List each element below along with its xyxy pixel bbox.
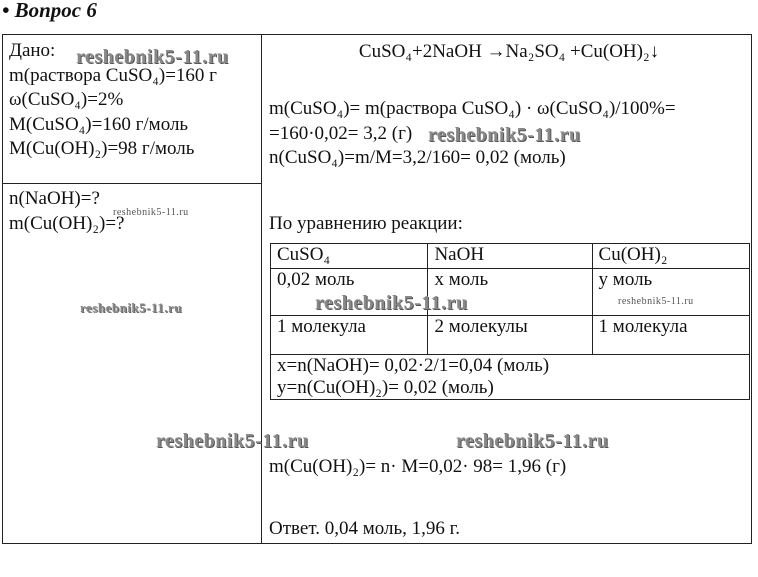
given-molar-mass-cuoh2: M(Cu(OH)₂)=98 г/моль — [9, 138, 195, 159]
given-label: Дано: — [9, 40, 56, 61]
summary-x-line: x=n(NaOH)= 0,02·2/1=0,04 (моль) — [277, 355, 550, 376]
table-row — [271, 355, 750, 400]
table-cell: x моль — [428, 269, 592, 316]
given-find-divider — [3, 183, 261, 184]
watermark: reshebnik5-11.ru — [428, 124, 581, 146]
by-equation-label: По уравнению реакции: — [269, 213, 463, 234]
find-block — [9, 187, 124, 236]
table-header-cell: Cu(OH)₂ — [592, 244, 749, 269]
watermark: reshebnik5-11.ru — [113, 207, 189, 218]
table-row — [271, 316, 750, 355]
watermark: reshebnik5-11.ru — [618, 296, 694, 307]
reaction-table — [270, 243, 750, 400]
watermark: reshebnik5-11.ru — [156, 430, 309, 452]
table-summary-cell — [271, 355, 750, 400]
calc-line-mass-value: =160·0,02= 3,2 (г) — [269, 122, 413, 144]
table-row — [271, 244, 750, 269]
table-cell: 1 молекула — [271, 316, 428, 355]
watermark: reshebnik5-11.ru — [315, 292, 468, 314]
reaction-equation: CuSO₄+2NaOH →Na₂SO₄ +Cu(OH)₂↓ — [358, 41, 660, 62]
table-cell: 1 молекула — [592, 316, 749, 355]
table-cell: 0,02 моль — [271, 269, 428, 316]
solution-frame — [2, 34, 752, 544]
calc-line-mass-formula: m(CuSO₄)= m(раствора CuSO₄) · ω(CuSO₄)/100%= — [269, 98, 676, 119]
watermark: reshebnik5-11.ru — [456, 430, 609, 452]
watermark: reshebnik5-11.ru — [80, 300, 183, 315]
summary-y-line: y=n(Cu(OH)₂)= 0,02 (моль) — [277, 377, 494, 398]
answer-line: Ответ. 0,04 моль, 1,96 г. — [269, 518, 461, 539]
mass-calculation: m(Cu(OH)₂)= n· M=0,02· 98= 1,96 (г) — [269, 456, 567, 477]
table-header-cell: CuSO₄ — [271, 244, 428, 269]
table-cell: 2 молекулы — [428, 316, 592, 355]
given-molar-mass-cuso4: M(CuSO₄)=160 г/моль — [9, 113, 189, 135]
given-mass-fraction: ω(CuSO₄)=2% — [9, 89, 124, 110]
question-title: • Вопрос 6 — [2, 0, 97, 22]
find-cuoh2-mass: m(Cu(OH)₂)=? — [9, 212, 125, 234]
watermark: reshebnik5-11.ru — [76, 46, 229, 68]
find-naoh-amount: n(NaOH)=? — [9, 188, 100, 209]
given-solution-mass: m(раствора CuSO₄)=160 г — [9, 64, 217, 86]
column-divider — [261, 35, 262, 543]
calc-line-amount: n(CuSO₄)=m/M=3,2/160= 0,02 (моль) — [269, 147, 566, 168]
table-header-cell: NaOH — [428, 244, 592, 269]
table-cell: y моль — [592, 269, 749, 316]
